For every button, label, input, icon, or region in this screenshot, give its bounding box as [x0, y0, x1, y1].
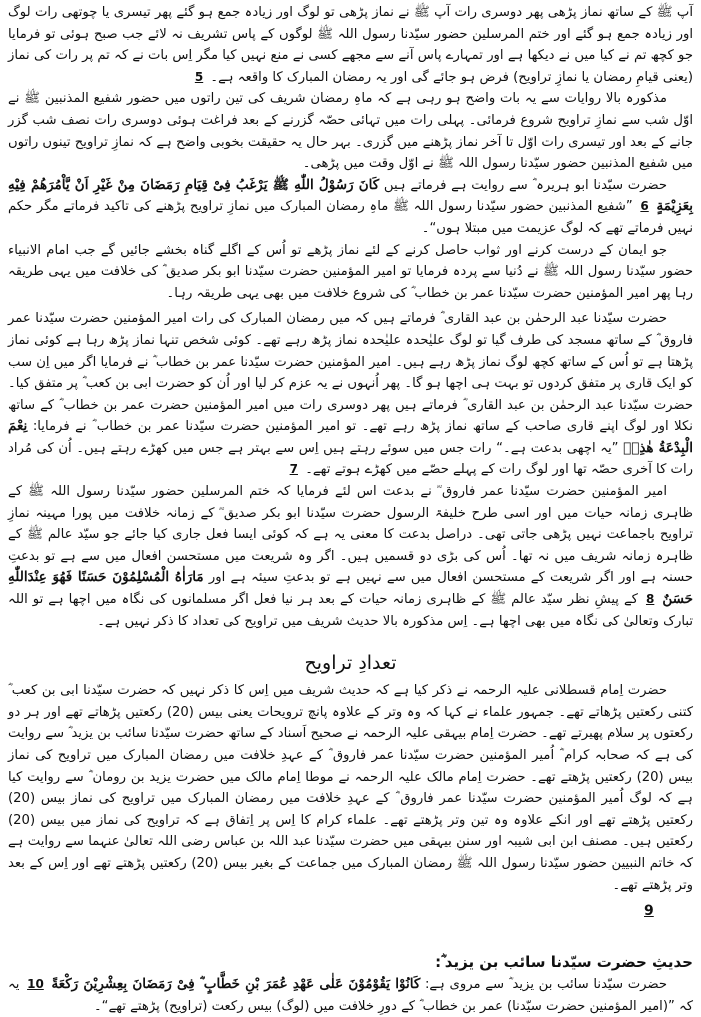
paragraph-text: جو ایمان کے درست کرنے اور ثواب حاصل کرنے کے لئے نماز پڑھے تو اُس کے اگلے گناہ بخشے جائیں گے جب امام الانبیاء حضور سیّدنا رسول اللہ ﷺ نے دُنیا سے پردہ فرمایا تو امیر المؤمنین حضرت سیّدنا ابو بکر صدیق ؓ کی خلافت میں یہی طریقہ رہا پھر امیر المؤمنین حضرت سیّدنا عمر بن خطاب ؓ کی شروع خلافت میں بھی یہی طریقہ رہا۔	[8, 242, 693, 301]
arabic-quote: کَانُوْا یَقُوْمُوْنَ عَلٰی عَهْدِ عُمَرَ بْنِ خَطَّابٍ ؓ فِیْ رَمَضَانَ بِعِشْرِیْنَ رَکْعَةً	[51, 976, 421, 993]
footnote-marker-row	[8, 896, 693, 926]
paragraph-saib-hadith	[8, 974, 693, 1017]
footnote-marker[interactable]: 6	[640, 199, 649, 214]
paragraph-iman-sawab	[8, 240, 693, 305]
paragraph-text: آپ ﷺ کے ساتھ نماز پڑھی پھر دوسری رات آپ ﷺ نے نماز پڑھی تو لوگ اور زیادہ جمع ہو گئے پھر تیسری یا چوتھی رات لوگ اور زیادہ جمع ہو گئے اور ختم المرسلین حضور سیّدنا رسول اللہ ﷺ لوگوں کے پاس تشریف نہ لائے جب صبح ہوئی تو فرمایا جو کچھ تم نے کیا میں نے دیکھا ہے اور تمہارے پاس آنے سے مجھے کسی نے منع نہیں کیا مگر اِس بات نے کہ تم پر رات کی نماز (یعنی قیامِ رمضان یا نمازِ تراویح) فرض ہو جائے گی اور یہ رمضان المبارک کا واقعہ ہے۔	[8, 5, 693, 85]
paragraph-abdurrahman-qari	[8, 308, 693, 481]
footnote-marker[interactable]: 5	[194, 69, 204, 84]
footnote-marker[interactable]: 7	[289, 462, 298, 477]
paragraph-text: امیر المؤمنین حضرت سیّدنا عمر فاروق ؓ نے بدعت اس لئے فرمایا کہ ختم المرسلین حضور سیّدنا رسول اللہ ﷺ کے ظاہری زمانہ حیات میں اور اسی طرح خلیفۃ الرسول حضرت سیّدنا ابو بکر صدیق ؓ کے زمانہ خلافت میں پورا مہینہ نمازِ تراویح باجماعت نہیں پڑھی جاتی تھی۔ دراصل بدعت کا معنی یہ ہے کہ کوئی ایسا فعل جاری کیا جائے جو سیّد عالم ﷺ کے ظاہرہ زمانہ شریف میں نہ تھا۔ اُس کی بڑی دو قسمیں ہیں۔ اگر وہ شریعت میں مستحسن افعال میں سے ہے تو بدعتِ حسنہ ہے اور اگر شریعت کے مستحسن افعال میں سے نہیں ہے تو بدعتِ سیئہ ہے اور	[8, 484, 693, 586]
translation-text: ”شفیع المذنبین حضور سیّدنا رسول اللہ ﷺ ماہِ رمضان المبارک میں نمازِ تراویح پڑھنے کی تاکید فرماتے مگر حکم نہیں فرماتے تھے کہ لوگ عزیمت میں مبتلا ہوں“۔	[8, 199, 693, 236]
subsection-heading: حدیثِ حضرت سیّدنا سائب بن یزید ؓ:	[435, 953, 693, 972]
footnote-marker[interactable]: 8	[645, 592, 655, 607]
footnote-marker[interactable]: 9	[644, 903, 654, 920]
paragraph-explanation	[8, 88, 693, 174]
arabic-quote: مَارَاٰهُ الْمُسْلِمُوْنَ حَسَنًا فَهُوَ عِنْدَاللّٰهِ حَسَنٌ	[8, 569, 693, 608]
paragraph-hadith-continuation	[8, 2, 693, 88]
paragraph-text: ”یہ اچھی بدعت ہے۔“ رات جس میں سوئے رہتے ہیں اِس سے بہتر ہے جس میں کھڑے رہتے ہیں۔ اُن کی مُراد رات کا آخری حصّہ تھا اور لوگ رات کے پہلے حصّے میں کھڑے ہوتے تھے۔	[8, 440, 693, 478]
paragraph-bidah-explanation	[8, 481, 693, 632]
paragraph-text: حضرت اِمام قسطلانی علیہ الرحمہ نے ذکر کیا ہے کہ حدیث شریف میں اِس کا ذکر نہیں کہ حضرت سیّدنا ابی بن کعب ؓ کتنی رکعتیں پڑھاتے تھے۔ جمہور علماء نے کہا کہ وہ وتر کے علاوہ پانچ ترویحات یعنی بیس (20) رکعتیں پڑھاتے تھے اور ہر دو رکعتوں پر سلام پھیرتے تھے۔ حضرت اِمام بیہقی علیہ الرحمہ نے صحیح اَسناد کے ساتھ حضرت سیّدنا سائب بن یزید ؓ سے روایت کی ہے کہ صحابہ کرام ؓ اُمیر المؤمنین حضرت سیّدنا عمر فاروق ؓ کے عہدِ خلافت میں رمضان المبارک میں تراویح کی نماز بیس (20) رکعتیں پڑھتے تھے۔ حضرت اِمام مالک علیہ الرحمہ نے موطا اِمام مالک میں حضرت یزید بن رومان ؓ سے روایت کیا ہے کہ لوگ اُمیر المؤمنین حضرت سیّدنا عمر فاروق ؓ کے عہدِ خلافت میں رمضان المبارک میں تراویح کی نماز بیس (20) رکعتیں پڑھتے تھے اور انکے علاوہ وہ تین وتر پڑھتے تھے۔ علماء کرام کا اِس پر اِتفاق ہے کہ تراویح کی نماز میں بیس (20) رکعتیں ہیں۔ مصنف ابن ابی شیبہ اور سنن بیہقی میں حضرت سیّدنا عبد اللہ بن عباس رضی اللہ تعالیٰ عنہما سے روایت ہے کہ خاتم النبیین حضور سیّدنا رسول اللہ ﷺ رمضان المبارک میں جماعت کے بغیر بیس (20) رکعتیں پڑھتے تھے اور اِس کے بعد وتر پڑھتے تھے۔	[8, 683, 693, 893]
arabic-quote: کَانَ رَسُوْلُ اللّٰهِ ﷺ یَرْغَبُ فِیْ قِیَامِ رَمَضَانَ مِنْ غَیْرِ اَنْ یَّاْمُرَهُمْ فِیْهِ بِعَزِیْمَةٍ	[8, 176, 693, 215]
translation-text: یہ کہ ”(امیر المؤمنین حضرت سیّدنا) عمر بن خطاب ؓ کے دورِ خلافت میں (لوگ) بیس رکعت (تراویح) پڑھتے تھے“۔	[8, 977, 693, 1014]
paragraph-taraweeh-count	[8, 680, 693, 896]
paragraph-text: حضرت سیّدنا سائب بن یزید ؓ سے مروی ہے:	[424, 977, 667, 993]
footnote-marker[interactable]: 10	[27, 977, 44, 992]
paragraph-text: حضرت سیّدنا ابو ہریرہ ؓ سے روایت ہے فرماتے ہیں	[383, 177, 668, 193]
paragraph-text: حضرت سیّدنا عبد الرحمٰن بن عبد القاری ؓ فرماتے ہیں کہ میں رمضان المبارک کی رات امیر المؤمنین حضرت سیّدنا عمر فاروق ؓ کے ساتھ مسجد کی طرف گیا تو لوگ علیٰحدہ علیٰحدہ نماز پڑھ رہے تھے۔ کوئی شخص تنہا نماز پڑھ رہا ہے کوئی نماز پڑھتا ہے تو اُس کے ساتھ کچھ لوگ نماز پڑھ رہے ہیں۔ امیر المؤمنین حضرت سیّدنا عمر بن خطاب ؓ نے فرمایا اگر میں اِن سب کو ایک قاری پر متفق کردوں تو بہت ہی اچھا ہو گا۔ پھر اُنہوں نے یہ عزم کر لیا اور اُن کو حضرت ابی بن کعب ؓ پر متفق کیا۔ حضرت سیّدنا عبد الرحمٰن بن عبد القاری ؓ فرماتے ہیں پھر دوسری رات میں امیر المؤمنین حضرت عمر بن خطاب ؓ کے ساتھ نکلا اور لوگ اپنے قاری صاحب کے ساتھ نماز پڑھ رہے تھے۔ تو امیر المؤمنین حضرت سیّدنا عمر بن خطاب ؓ نے فرمایا:	[8, 311, 693, 435]
paragraph-text: کے پیشِ نظر سیّد عالم ﷺ کے ظاہری زمانہ حیات کے بعد ہر نیا فعل اگر مسلمانوں کی نگاہ میں اچھا ہے تو اللہ تبارک وتعالیٰ کی نگاہ میں بھی اچھا ہے۔ اِس مذکورہ بالا حدیث شریف میں تراویح کی تعداد کا ذکر نہیں ہے۔	[8, 592, 693, 629]
paragraph-text: مذکورہ بالا روایات سے یہ بات واضح ہو رہی ہے کہ ماہِ رمضان شریف کی تین راتوں میں حضور شفیع المذنبین ﷺ نے اوّل شب سے نمازِ تراویح شروع فرمائی۔ پہلی رات میں تہائی حصّہ گزرنے کے بعد فراغت ہوئی دوسری رات نصف شب گزر جانے کے بعد اور تیسری رات اوّل تا آخر نماز پڑھنے میں گزری۔ بہر حال یہ حقیقت بخوبی واضح ہے کہ نمازِ تراویح تینوں راتوں میں شفیع المذنبین حضور سیّدنا رسول اللہ ﷺ نے اوّل وقت میں پڑھی۔	[8, 91, 693, 172]
document-page	[8, 2, 693, 1017]
arabic-quote: نِعْمَ الْبِدْعَةُ هٰذِهٖ	[8, 418, 693, 456]
section-heading: تعدادِ تراویح	[304, 652, 397, 675]
paragraph-abu-hurairah-hadith	[8, 175, 693, 240]
